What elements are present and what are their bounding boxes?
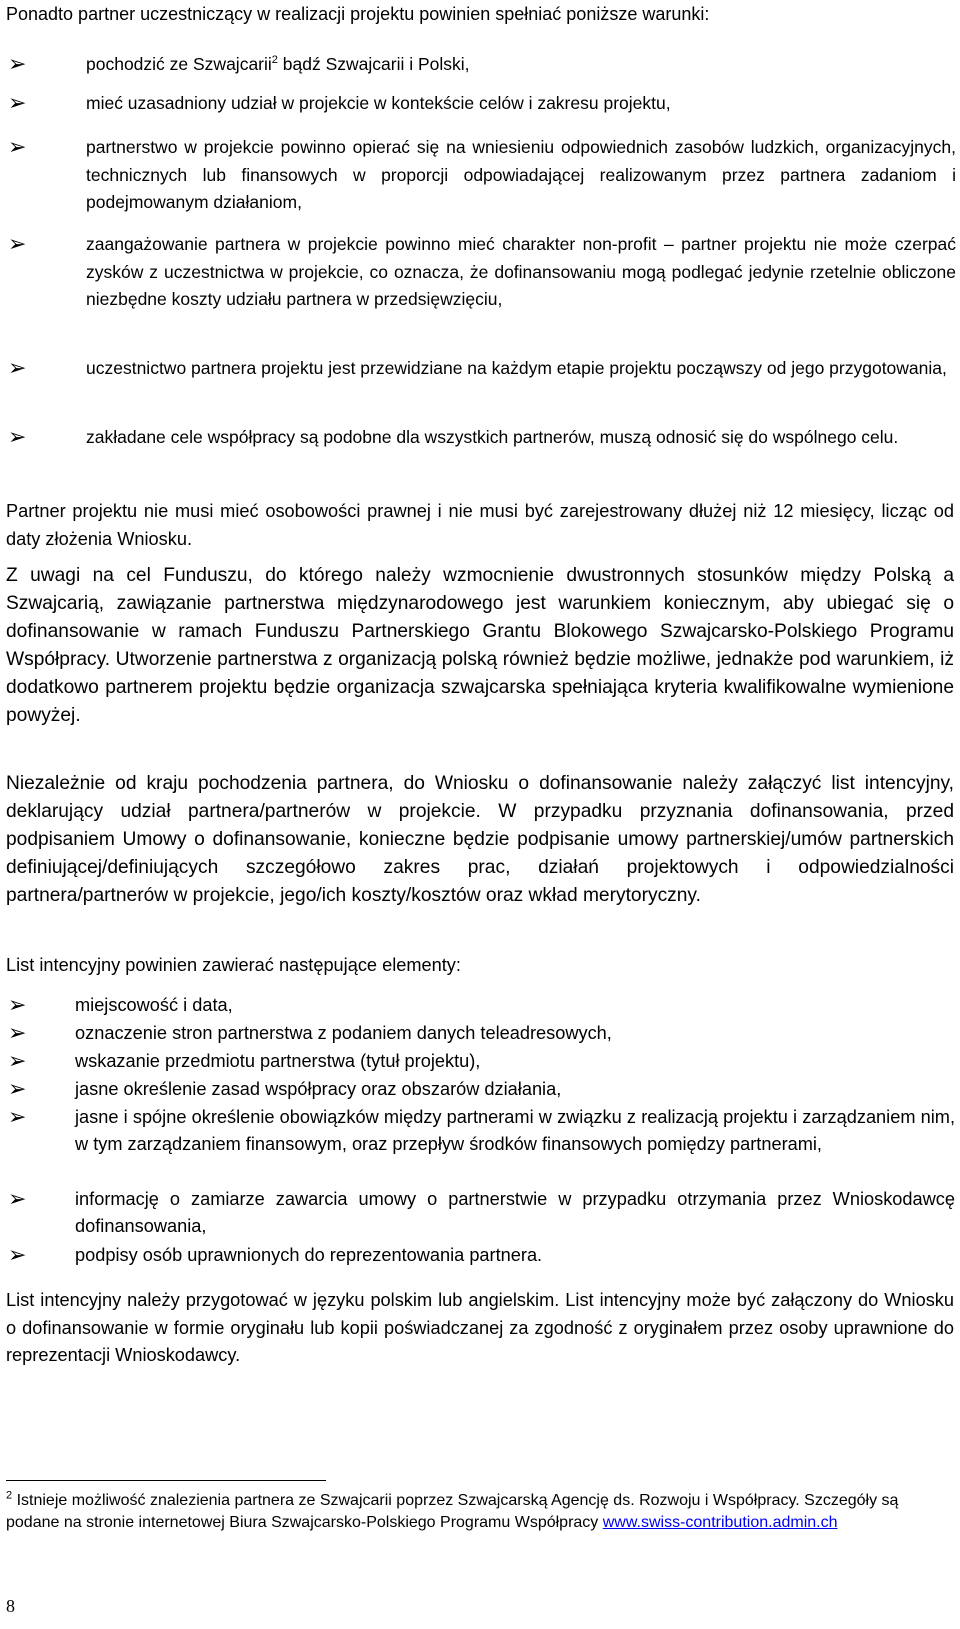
intro-paragraph: Ponadto partner uczestniczący w realizacji projektu powinien spełniać poniższe warunki: xyxy=(6,4,710,24)
arrow-bullet-icon: ➢ xyxy=(8,52,27,77)
arrow-bullet-icon: ➢ xyxy=(8,356,27,381)
letter-element-item: miejscowość i data, xyxy=(75,995,233,1015)
footnote-link[interactable]: www.swiss-contribution.admin.ch xyxy=(602,1514,838,1531)
letter-element-item: informację o zamiarze zawarcia umowy o partnerstwie w przypadku otrzymania przez Wnioskodawcę dofinansowania, xyxy=(75,1189,955,1236)
page-number: 8 xyxy=(6,1596,15,1616)
footnote xyxy=(6,1490,906,1534)
arrow-bullet-icon: ➢ xyxy=(8,1105,27,1130)
letter-element-item: oznaczenie stron partnerstwa z podaniem danych teleadresowych, xyxy=(75,1023,612,1043)
arrow-bullet-icon: ➢ xyxy=(8,1187,27,1212)
arrow-bullet-icon: ➢ xyxy=(8,1243,27,1268)
letter-of-intent-paragraph: Niezależnie od kraju pochodzenia partnera, do Wniosku o dofinansowanie należy załączyć list intencyjny, deklarujący udział partnera/partnerów w projekcie. W przypadku przyznania dofinansowania, przed podpisaniem Umowy o dofinansowanie, konieczne będzie podpisanie umowy partnerskiej/umów partnerskich definiującej/definiujących szczegółowo zakres prac, działań projektowych i odpowiedzialności partnera/partnerów w projekcie, jego/ich koszty/kosztów oraz wkład merytoryczny. xyxy=(6,773,954,906)
arrow-bullet-icon: ➢ xyxy=(8,232,27,257)
arrow-bullet-icon: ➢ xyxy=(8,993,27,1018)
letter-element-item: podpisy osób uprawnionych do reprezentowania partnera. xyxy=(75,1245,543,1265)
footnote-reference: 2 xyxy=(271,54,278,67)
footnote-separator xyxy=(6,1480,326,1481)
arrow-bullet-icon: ➢ xyxy=(8,91,27,116)
condition-item: mieć uzasadniony udział w projekcie w kontekście celów i zakresu projektu, xyxy=(86,93,671,113)
letter-elements-intro: List intencyjny powinien zawierać następujące elementy: xyxy=(6,955,461,975)
arrow-bullet-icon: ➢ xyxy=(8,1077,27,1102)
condition-item: partnerstwo w projekcie powinno opierać się na wniesieniu odpowiednich zasobów ludzkich, organizacyjnych, technicznych lub finansowych w proporcji odpowiadającej realizowanym przez partnera zadaniom i podejmowanym działaniom, xyxy=(86,137,956,212)
arrow-bullet-icon: ➢ xyxy=(8,1021,27,1046)
footnote-number: 2 xyxy=(6,1489,13,1502)
condition-item: uczestnictwo partnera projektu jest przewidziane na każdym etapie projektu począwszy od jego przygotowania, xyxy=(86,358,947,378)
footnote-text: Istnieje możliwość znalezienia partnera ze Szwajcarii poprzez Szwajcarską Agencję ds. Rozwoju i Współpracy. Szczegóły są podane na stronie internetowej Biura Szwajcarsko-Polskiego Programu Współpracy xyxy=(6,1492,899,1531)
arrow-bullet-icon: ➢ xyxy=(8,1049,27,1074)
arrow-bullet-icon: ➢ xyxy=(8,135,27,160)
legal-status-paragraph: Partner projektu nie musi mieć osobowości prawnej i nie musi być zarejestrowany dłużej niż 12 miesięcy, licząc od daty złożenia Wniosku. xyxy=(6,501,954,549)
letter-element-item: wskazanie przedmiotu partnerstwa (tytuł projektu), xyxy=(75,1051,481,1071)
letter-element-item: jasne określenie zasad współpracy oraz obszarów działania, xyxy=(75,1079,562,1099)
condition-item: zakładane cele współpracy są podobne dla wszystkich partnerów, muszą odnosić się do wspólnego celu. xyxy=(86,427,899,447)
arrow-bullet-icon: ➢ xyxy=(8,425,27,450)
condition-item: zaangażowanie partnera w projekcie powinno mieć charakter non-profit – partner projektu nie może czerpać zysków z uczestnictwa w projekcie, co oznacza, że dofinansowaniu mogą podlegać jedynie rzetelnie obliczone niezbędne koszty udziału partnera w przedsięwzięciu, xyxy=(86,234,956,309)
fund-purpose-paragraph: Z uwagi na cel Funduszu, do którego należy wzmocnienie dwustronnych stosunków między Polską a Szwajcarią, zawiązanie partnerstwa międzynarodowego jest warunkiem koniecznym, aby ubiegać się o dofinansowanie w ramach Funduszu Partnerskiego Grantu Blokowego Szwajcarsko-Polskiego Programu Współpracy. Utworzenie partnerstwa z organizacją polską również będzie możliwe, jednakże pod warunkiem, iż dodatkowo partnerem projektu będzie organizacja szwajcarska spełniająca kryteria kwalifikowalne wymienione powyżej. xyxy=(6,565,954,726)
letter-element-item: jasne i spójne określenie obowiązków między partnerami w związku z realizacją projektu i zarządzaniem nim, w tym zarządzaniem finansowym, oraz przepływ środków finansowych pomiędzy partnerami, xyxy=(75,1107,955,1154)
language-paragraph: List intencyjny należy przygotować w języku polskim lub angielskim. List intencyjny może być załączony do Wniosku o dofinansowanie w formie oryginału lub kopii poświadczanej za zgodność z oryginałem przez osoby uprawnione do reprezentacji Wnioskodawcy. xyxy=(6,1290,954,1365)
condition-item: pochodzić ze Szwajcarii$^2$ bądź Szwajcarii i Polski, xyxy=(86,54,470,74)
